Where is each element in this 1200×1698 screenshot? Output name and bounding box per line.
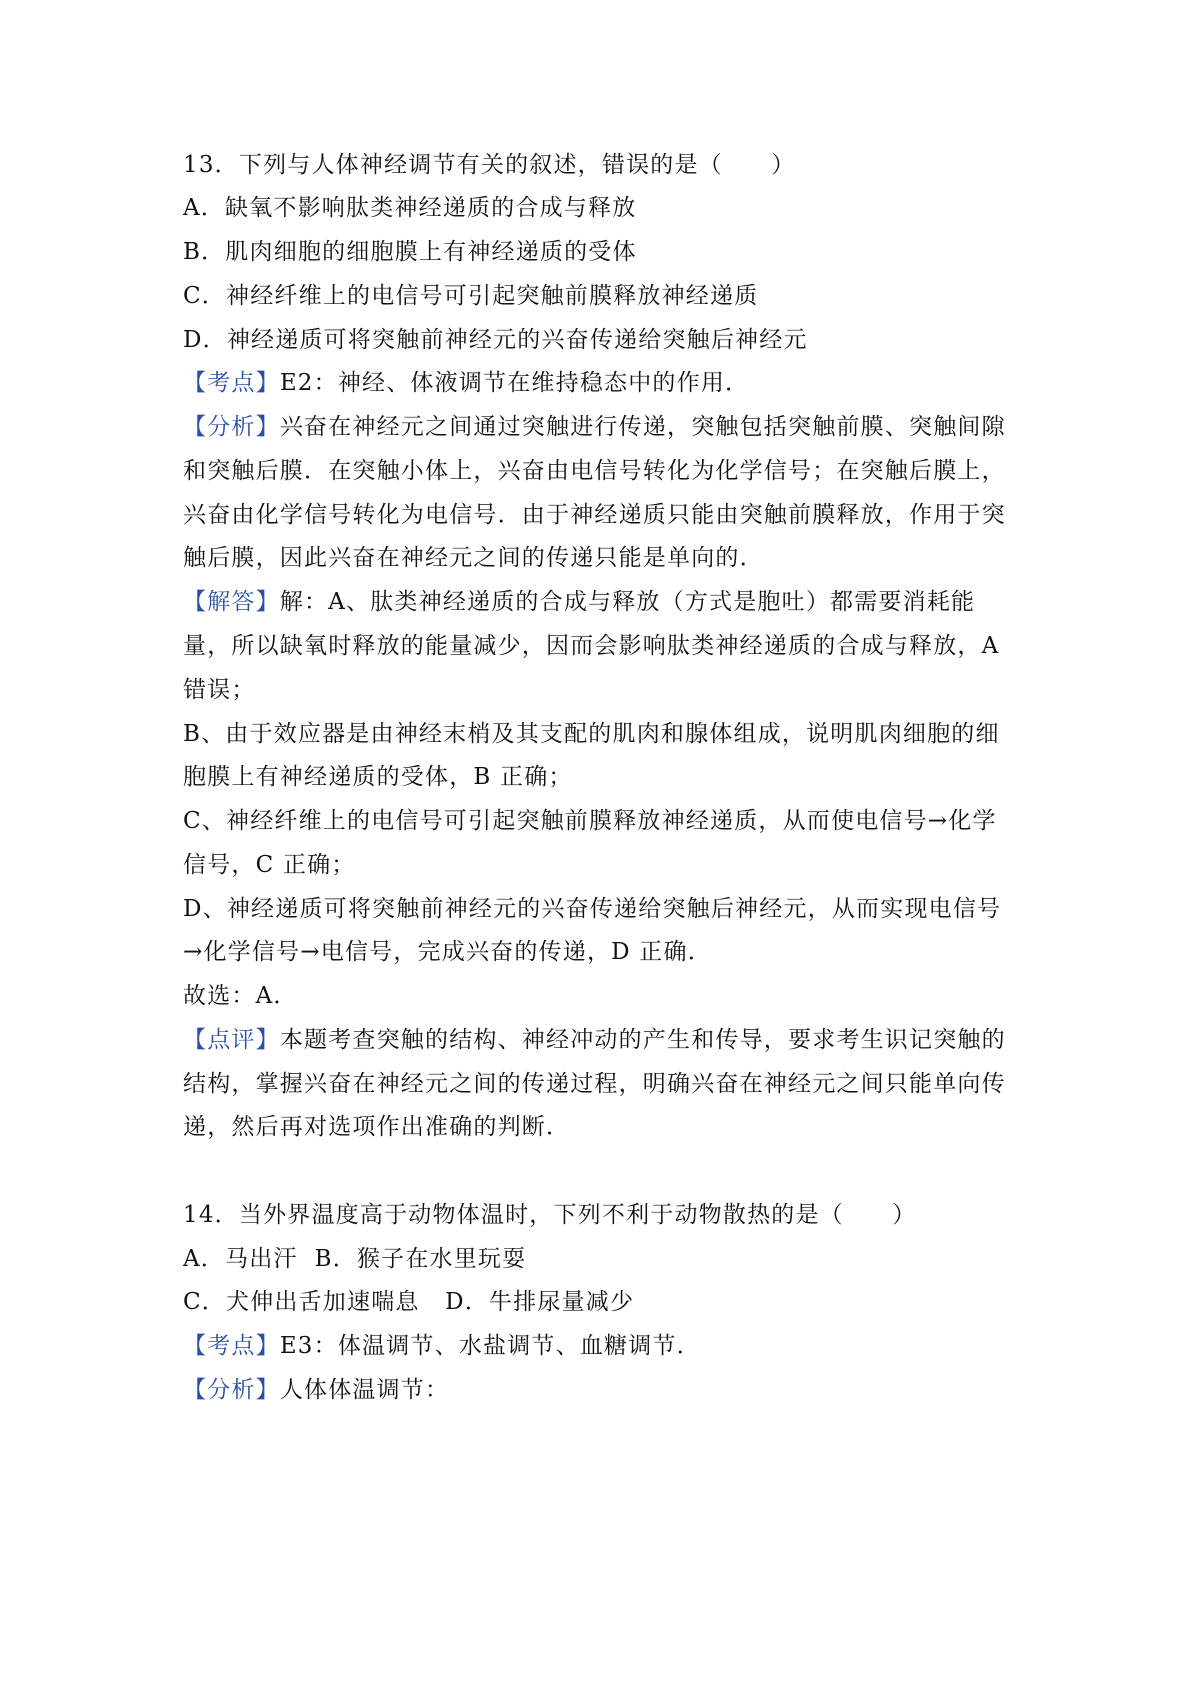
q13-option-a: A．缺氧不影响肽类神经递质的合成与释放 — [183, 195, 637, 221]
jieda-tag: 【解答】 — [183, 589, 280, 615]
kaodian-text: E3：体温调节、水盐调节、血糖调节． — [279, 1333, 701, 1359]
q13-dianping-line-3: 递，然后再对选项作出准确的判断． — [183, 1114, 571, 1140]
fenxi-tag: 【分析】 — [183, 1377, 280, 1403]
dianping-text: 本题考查突触的结构、神经冲动的产生和传导，要求考生识记突触的 — [279, 1027, 1006, 1053]
fenxi-tag: 【分析】 — [183, 414, 280, 440]
q13-dianping-line-1 — [183, 1025, 1006, 1055]
q13-jieda-line-2: 量，所以缺氧时释放的能量减少，因而会影响肽类神经递质的合成与释放，A — [183, 633, 1000, 659]
kaodian-tag: 【考点】 — [183, 370, 280, 396]
q13-jieda-line-9: →化学信号→电信号，完成兴奋的传递，D 正确． — [183, 939, 712, 965]
q13-fenxi-line-4: 触后膜，因此兴奋在神经元之间的传递只能是单向的． — [183, 545, 764, 571]
q13-fenxi-line-2: 和突触后膜．在突触小体上，兴奋由电信号转化为化学信号；在突触后膜上， — [183, 458, 1006, 484]
q13-jieda-line-8: D、神经递质可将突触前神经元的兴奋传递给突触后神经元，从而实现电信号 — [183, 896, 1002, 922]
q13-kaodian — [183, 368, 749, 398]
q13-fenxi-line-3: 兴奋由化学信号转化为电信号．由于神经递质只能由突触前膜释放，作用于突 — [183, 502, 1006, 528]
q13-option-d: D．神经递质可将突触前神经元的兴奋传递给突触后神经元 — [183, 327, 808, 353]
q13-option-b: B．肌肉细胞的细胞膜上有神经递质的受体 — [183, 239, 637, 265]
dianping-tag: 【点评】 — [183, 1027, 280, 1053]
q13-jieda-line-5: 胞膜上有神经递质的受体，B 正确； — [183, 764, 573, 790]
q13-jieda-line-3: 错误； — [183, 677, 256, 703]
q13-dianping-line-2: 结构，掌握兴奋在神经元之间的传递过程，明确兴奋在神经元之间只能单向传 — [183, 1071, 1006, 1097]
q13-fenxi-line-1 — [183, 412, 1006, 442]
q14-fenxi — [183, 1375, 449, 1405]
q13-answer: 故选：A． — [183, 983, 298, 1009]
q14-options-row-1: A．马出汗 B．猴子在水里玩耍 — [183, 1246, 527, 1272]
jieda-text: 解：A、肽类神经递质的合成与释放（方式是胞吐）都需要消耗能 — [279, 589, 976, 615]
question-13-stem: 13．下列与人体神经调节有关的叙述，错误的是（ ） — [183, 152, 796, 178]
kaodian-text: E2：神经、体液调节在维持稳态中的作用． — [279, 370, 750, 396]
q13-jieda-line-1 — [183, 587, 975, 617]
q13-jieda-line-7: 信号，C 正确； — [183, 852, 356, 878]
q14-kaodian — [183, 1331, 701, 1361]
fenxi-text: 人体体温调节： — [279, 1377, 450, 1403]
kaodian-tag: 【考点】 — [183, 1333, 280, 1359]
q13-jieda-line-6: C、神经纤维上的电信号可引起突触前膜释放神经递质，从而使电信号→化学 — [183, 808, 997, 834]
q13-option-c: C．神经纤维上的电信号可引起突触前膜释放神经递质 — [183, 283, 759, 309]
q14-options-row-2: C．犬伸出舌加速喘息 D．牛排尿量减少 — [183, 1289, 635, 1315]
q13-jieda-line-4: B、由于效应器是由神经末梢及其支配的肌肉和腺体组成，说明肌肉细胞的细 — [183, 721, 1000, 747]
question-14-stem: 14．当外界温度高于动物体温时，下列不利于动物散热的是（ ） — [183, 1202, 917, 1228]
fenxi-text: 兴奋在神经元之间通过突触进行传递，突触包括突触前膜、突触间隙 — [279, 414, 1006, 440]
